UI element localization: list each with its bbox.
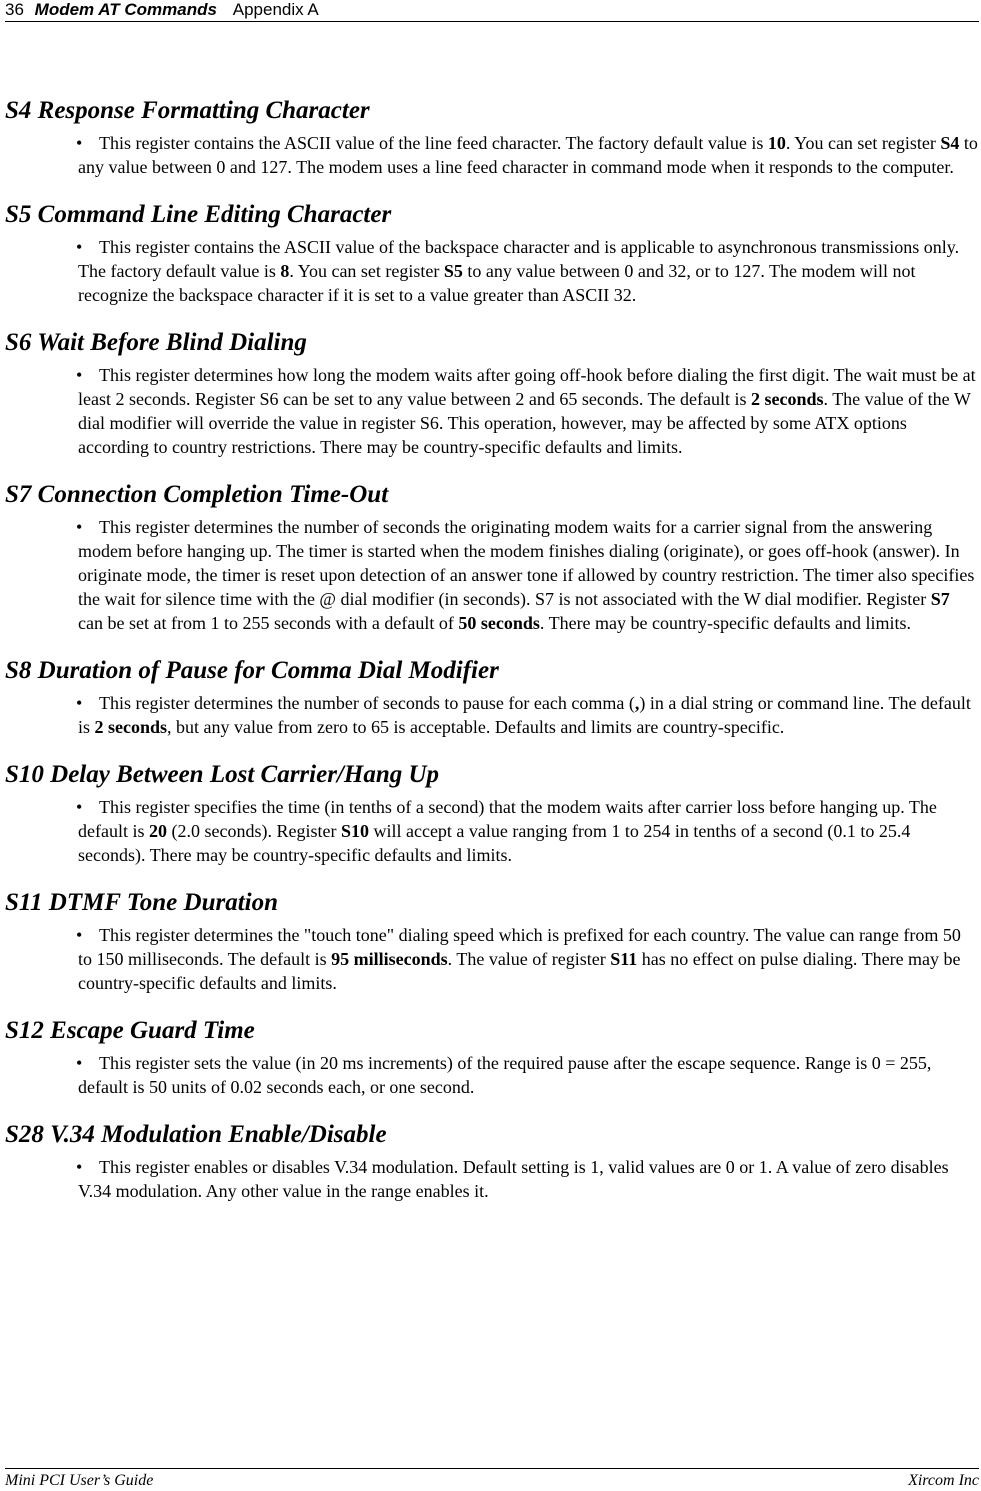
bold-value: 20 xyxy=(148,821,167,841)
page-header xyxy=(5,0,979,22)
register-section xyxy=(5,656,979,739)
text-run: will accept a value ranging from 1 to 254 in tenths of a second (0.1 to 25.4 seconds). There may be country-specific defaults and limits. xyxy=(78,821,911,865)
text-run: , but any value from zero to 65 is acceptable. Defaults and limits are country-specific. xyxy=(167,717,785,737)
bullet-icon: • xyxy=(76,1053,83,1073)
text-run: This register enables or disables V.34 modulation. Default setting is 1, valid values are 0 or 1. A value of zero disables V.34 modulation. Any other value in the range enables it. xyxy=(78,1157,949,1201)
bullet-icon: • xyxy=(76,365,83,385)
bullet-item xyxy=(78,515,979,635)
text-run: This register contains the ASCII value of the line feed character. The factory default value is xyxy=(99,133,768,153)
bold-value: S10 xyxy=(340,821,369,841)
text-run: This register determines how long the modem waits after going off-hook before dialing the first digit. The wait must be at least 2 seconds. Register S6 can be set to any value between 2 and 65 seconds. The default is xyxy=(78,365,976,409)
text-run: This register specifies the time (in tenths of a second) that the modem waits after carrier loss before hanging up. The default is xyxy=(78,797,937,841)
bullet-icon: • xyxy=(76,797,83,817)
section-heading: S7 Connection Completion Time-Out xyxy=(5,481,389,508)
bullet-item xyxy=(78,1155,979,1203)
register-section xyxy=(5,96,979,179)
bold-value: 2 seconds xyxy=(751,389,824,409)
section-heading: S8 Duration of Pause for Comma Dial Modifier xyxy=(5,657,499,684)
text-run: This register contains the ASCII value of the backspace character and is applicable to asynchronous transmissions only. The factory default value is xyxy=(78,237,960,281)
text-run: . The value of register xyxy=(447,949,611,969)
bullet-icon: • xyxy=(76,693,83,713)
text-run: . You can set register xyxy=(785,133,941,153)
text-run: This register determines the number of seconds to pause for each comma ( xyxy=(99,693,635,713)
section-heading: S4 Response Formatting Character xyxy=(5,97,370,124)
section-heading: S10 Delay Between Lost Carrier/Hang Up xyxy=(5,761,440,788)
text-run: . The value of the W dial modifier will override the value in register S6. This operation, however, may be affected by some ATX options according to country restrictions. There may be country-specific defaults and limits. xyxy=(78,389,971,457)
register-section xyxy=(5,1016,979,1099)
bullet-item xyxy=(78,1051,979,1099)
section-heading: S11 DTMF Tone Duration xyxy=(5,889,279,916)
bold-value: 10 xyxy=(767,133,786,153)
bullet-item xyxy=(78,363,979,459)
document-body xyxy=(5,96,979,1224)
footer-company: Xircom Inc xyxy=(908,1472,979,1489)
bold-value: 95 milliseconds xyxy=(331,949,448,969)
header-subtitle: Appendix A xyxy=(232,0,319,19)
text-run: This register sets the value (in 20 ms increments) of the required pause after the escape sequence. Range is 0 = 255, default is 50 units of 0.02 seconds each, or one second. xyxy=(78,1053,932,1097)
register-section xyxy=(5,328,979,459)
bullet-item xyxy=(78,131,979,179)
register-section xyxy=(5,200,979,307)
page-footer xyxy=(5,1468,979,1490)
bold-value: S11 xyxy=(610,949,638,969)
register-section xyxy=(5,480,979,635)
bullet-icon: • xyxy=(76,925,83,945)
section-heading: S5 Command Line Editing Character xyxy=(5,201,392,228)
bold-value: S7 xyxy=(930,589,950,609)
section-heading: S6 Wait Before Blind Dialing xyxy=(5,329,307,356)
bold-value: 8 xyxy=(280,261,290,281)
register-section xyxy=(5,760,979,867)
bold-value: S4 xyxy=(940,133,960,153)
bullet-item xyxy=(78,923,979,995)
register-section xyxy=(5,1120,979,1203)
text-run: . There may be country-specific defaults and limits. xyxy=(539,613,911,633)
bullet-item xyxy=(78,691,979,739)
text-run: . You can set register xyxy=(289,261,444,281)
text-run: This register determines the "touch tone" dialing speed which is prefixed for each country. The value can range from 50 to 150 milliseconds. The default is xyxy=(78,925,961,969)
section-heading: S12 Escape Guard Time xyxy=(5,1017,255,1044)
page-number: 36 xyxy=(5,0,24,19)
bold-value: 50 seconds xyxy=(458,613,540,633)
bullet-icon: • xyxy=(76,133,83,153)
text-run: to any value between 0 and 127. The modem uses a line feed character in command mode when it responds to the computer. xyxy=(78,133,978,177)
footer-guide-title: Mini PCI User’s Guide xyxy=(5,1472,154,1489)
section-heading: S28 V.34 Modulation Enable/Disable xyxy=(5,1121,387,1148)
bold-value: S5 xyxy=(443,261,463,281)
text-run: to any value between 0 and 32, or to 127. The modem will not recognize the backspace character if it is set to a value greater than ASCII 32. xyxy=(78,261,916,305)
bullet-item xyxy=(78,235,979,307)
bullet-icon: • xyxy=(76,237,83,257)
text-run: (2.0 seconds). Register xyxy=(166,821,341,841)
bullet-icon: • xyxy=(76,517,83,537)
text-run: can be set at from 1 to 255 seconds with a default of xyxy=(78,613,459,633)
text-run: ) in a dial string or command line. The default is xyxy=(78,693,971,737)
register-section xyxy=(5,888,979,995)
bullet-icon: • xyxy=(76,1157,83,1177)
text-run: This register determines the number of seconds the originating modem waits for a carrier signal from the answering modem before hanging up. The timer is started when the modem finishes dialing (originate), or goes off-hook (answer). In originate mode, the timer is reset upon detection of an answer tone if allowed by country restriction. The timer also specifies the wait for silence time with the @ dial modifier (in seconds). S7 is not associated with the W dial modifier. Register xyxy=(78,517,975,609)
header-title: Modem AT Commands xyxy=(34,0,217,19)
bold-value: 2 seconds xyxy=(94,717,168,737)
bold-value: , xyxy=(634,693,640,713)
bullet-item xyxy=(78,795,979,867)
text-run: has no effect on pulse dialing. There may be country-specific defaults and limits. xyxy=(78,949,961,993)
